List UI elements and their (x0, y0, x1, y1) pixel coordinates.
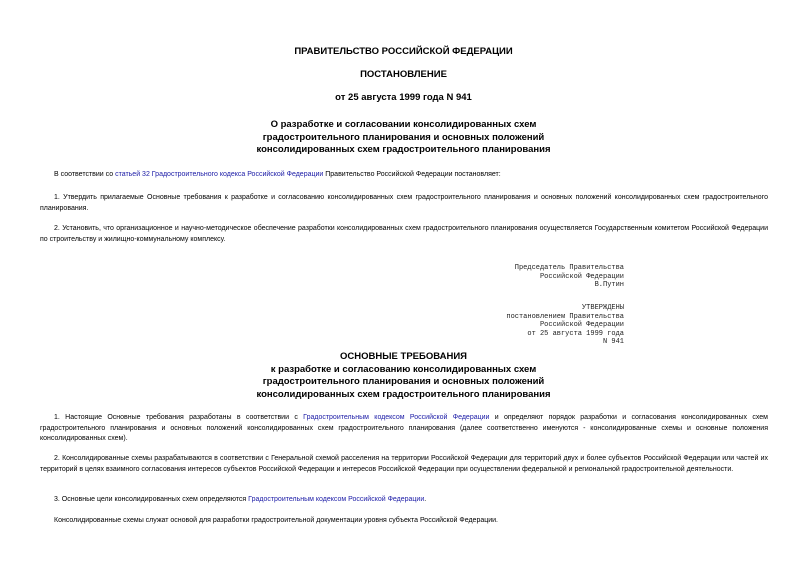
title-line: градостроительного планирования и основных положений (262, 131, 545, 143)
requirements-title-line: консолидированных схем градостроительного планирования (256, 388, 551, 400)
title-line: О разработке и согласовании консолидированных схем (270, 119, 537, 130)
requirements-title-line: ОСНОВНЫЕ ТРЕБОВАНИЯ (340, 351, 467, 362)
approval-line: УТВЕРЖДЕНЫ (581, 304, 624, 312)
approval-line: от 25 августа 1999 года (527, 329, 624, 338)
paragraph-2: 2. Установить, что организационное и научно-методическое обеспечение разработки консолидированных схем градостроительного планирования осуществляется Государственным комитетом Российской Федерации по строительству и жилищно-коммунальному комплексу. (40, 225, 768, 243)
code-article-link[interactable]: статьей 32 Градостроительного кодекса Российской Федерации (115, 171, 324, 178)
requirement-3-text-end: . (424, 496, 427, 503)
requirement-3-text: 3. Основные цели консолидированных схем определяются (54, 496, 249, 503)
intro-text-end: Правительство Российской Федерации постановляет: (323, 171, 501, 178)
requirements-title (0, 351, 807, 401)
requirements-title-line: градостроительного планирования и основных положений (262, 376, 545, 387)
date-number-heading: от 25 августа 1999 года N 941 (335, 92, 472, 103)
signature-line: Председатель Правительства (514, 264, 624, 272)
approval-line: N 941 (602, 338, 624, 347)
approval-block (506, 304, 624, 347)
urban-code-link-2[interactable]: Градостроительным кодексом Российской Федерации (248, 496, 425, 503)
approval-line: Российской Федерации (539, 321, 624, 330)
title-line: консолидированных схем градостроительного планирования (256, 144, 551, 155)
signature-line: Российской Федерации (539, 272, 624, 281)
requirements-title-line: к разработке и согласованию консолидированных схем (270, 363, 537, 375)
government-heading: ПРАВИТЕЛЬСТВО РОССИЙСКОЙ ФЕДЕРАЦИИ (294, 46, 513, 57)
urban-code-link[interactable]: Градостроительным кодексом Российской Федерации (303, 414, 490, 421)
document-type-heading: ПОСТАНОВЛЕНИЕ (360, 69, 447, 80)
requirement-3 (40, 495, 768, 506)
requirement-2: 2. Консолидированные схемы разрабатываются в соответствии с Генеральной схемой расселения на территории Российской Федерации для территорий двух и более субъектов Российской Федерации или частей их территорий в целях взаимного согласования интересов субъектов Российской Федерации и интересов Российской Федерации при осуществлении федеральной и региональной градостроительной деятельности. (40, 455, 768, 473)
intro-text: В соответствии со (54, 171, 116, 178)
requirement-1-text: 1. Настоящие Основные требования разработаны в соответствии с (54, 414, 304, 421)
requirement-4: Консолидированные схемы служат основой для разработки градостроительной документации уровня субъекта Российской Федерации. (54, 517, 499, 524)
signature-block (515, 264, 624, 290)
document-title (0, 119, 807, 157)
paragraph-1: 1. Утвердить прилагаемые Основные требования к разработке и согласованию консолидированных схем градостроительного планирования и основных положений консолидированных схем градостроительного планирования. (40, 194, 768, 212)
requirement-1-text-end: и определяют порядок разработки и согласования консолидированных схем градостроительного планирования и основных положений консолидированных схем градостроительного планирования (далее соответственно именуются - консолидированные схемы и основные положения консолидированных схем). (40, 414, 768, 442)
requirement-1 (40, 413, 768, 445)
intro-paragraph (40, 170, 768, 181)
approval-line: постановлением Правительства (506, 312, 624, 321)
signature-line: В.Путин (594, 281, 624, 290)
